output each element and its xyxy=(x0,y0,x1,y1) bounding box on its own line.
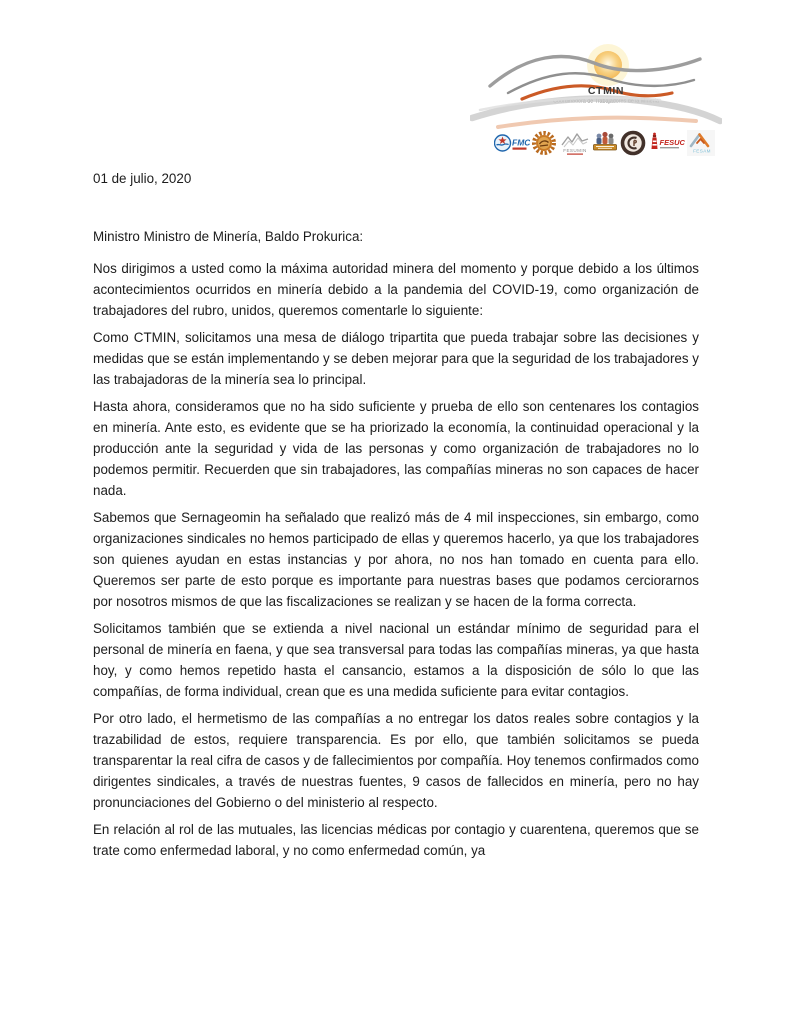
affiliate-label: FESUC xyxy=(659,138,685,147)
affiliate-label: FESAM xyxy=(693,148,711,154)
lighthouse-icon xyxy=(651,133,657,149)
figures-icon xyxy=(596,132,613,144)
letter-date: 01 de julio, 2020 xyxy=(93,171,192,186)
letter-paragraph-2: Como CTMIN, solicitamos una mesa de diálogo tripartita que pueda trabajar sobre las decisiones y medidas que se están implementando y se deben mejorar para que la seguridad de los trabajadores y las trabajadoras de la minería sea lo principal. xyxy=(93,330,699,387)
mountain-icon-2 xyxy=(564,138,587,147)
letter-paragraph-7: En relación al rol de las mutuales, las licencias médicas por contagio y cuarentena, queremos que se trate como enfermedad laboral, y no como enfermedad común, ya xyxy=(93,822,699,858)
letter-paragraph-6: Por otro lado, el hermetismo de las compañías a no entregar los datos reales sobre contagios y la trazabilidad de estos, requiere transparencia. Es por ello, que también solicitamos se pueda transparentar la real cifra de casos y de fallecimientos por compañía. Hoy tenemos confirmados como dirigentes sindicales, a través de nuestras fuentes, 9 casos de fallecidos en minería, pero no hay pronunciaciones del Gobierno o del ministerio al respecto. xyxy=(93,711,699,810)
letter-recipient: Ministro Ministro de Minería, Baldo Prokurica: xyxy=(93,229,364,244)
letter-paragraph-1: Nos dirigimos a usted como la máxima autoridad minera del momento y porque debido a los últimos acontecimientos ocurridos en minería debido a la pandemia del COVID-19, como organización de trabajadores del rubro, unidos, queremos comentarle lo siguiente: xyxy=(93,261,699,318)
banner-ribbon-icon xyxy=(593,145,616,151)
affiliate-logo-fmc xyxy=(494,129,530,157)
affiliate-logo-fesumin xyxy=(559,129,591,157)
affiliate-logo-fesam xyxy=(686,129,716,157)
letter-body xyxy=(93,168,699,867)
label-underline xyxy=(513,148,527,150)
letter-paragraph-4: Sabemos que Sernageomin ha señalado que realizó más de 4 mil inspecciones, sin embargo, como organizaciones sindicales no hemos participado de ellas y queremos hacerlo, ya que los trabajadores son quienes ayudan en estas instancias y por ahora, no nos han tomado en cuenta para ello. Queremos ser parte de esto porque es importante para nuestras bases que podamos cerciorarnos por nosotros mismos de que las fiscalizaciones se realizan y se hacen de la forma correcta. xyxy=(93,510,699,609)
label-underline xyxy=(660,147,679,148)
logo-subtitle: Coordinadora de Trabajadores de la Minería xyxy=(553,98,659,105)
label-underline xyxy=(567,154,583,155)
affiliate-logo-banner xyxy=(591,129,619,157)
letterhead xyxy=(0,0,792,170)
logo-acronym: CTMIN xyxy=(587,85,625,97)
affiliate-label: FMC xyxy=(512,137,530,148)
affiliate-label: FESUMIN xyxy=(562,148,587,153)
affiliate-logo-fesuc xyxy=(648,129,686,157)
affiliate-logo-gear xyxy=(530,129,558,157)
affiliate-logos-strip xyxy=(494,126,716,160)
letter-paragraph-5: Solicitamos también que se extienda a nivel nacional un estándar mínimo de seguridad para el personal de minería en faena, y que sea transversal para todas las compañías mineras, ya que hasta hoy, y como hemos repetido hasta el cansancio, estamos a la disposición de sólo lo que las compañías, de forma individual, crean que es una medida suficiente para evitar contagios. xyxy=(93,621,699,699)
sun-icon xyxy=(587,44,629,86)
ctmin-logo xyxy=(470,38,722,130)
affiliate-logo-dark-ring xyxy=(619,129,647,157)
letter-paragraph-3: Hasta ahora, consideramos que no ha sido suficiente y prueba de ello son centenares los contagios en minería. Ante esto, es evidente que se ha priorizado la economía, la continuidad operacional y la producción ante la seguridad y vida de las personas y como organización de trabajadores no lo podemos permitir. Recuerden que sin trabajadores, las compañías mineras no son capaces de hacer nada. xyxy=(93,399,699,498)
